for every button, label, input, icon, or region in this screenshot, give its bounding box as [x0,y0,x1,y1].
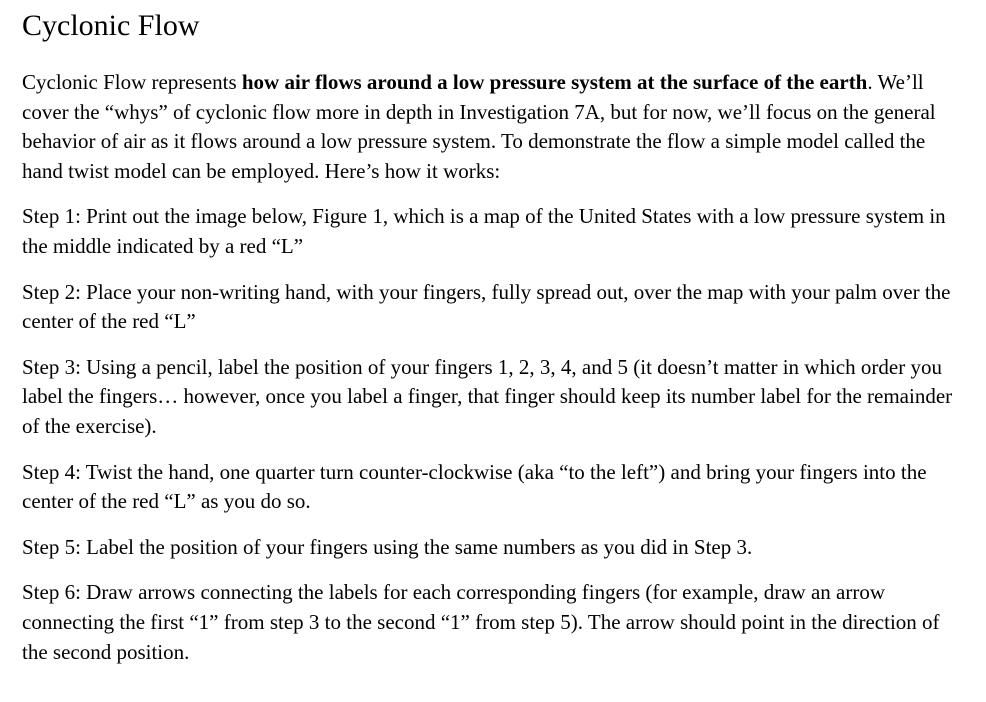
intro-paragraph [22,68,967,186]
step-2: Step 2: Place your non-writing hand, with your fingers, fully spread out, over the map with your palm over the center of the red “L” [22,279,951,334]
intro-text-before: Cyclonic Flow represents [22,70,242,94]
step-3: Step 3: Using a pencil, label the position of your fingers 1, 2, 3, 4, and 5 (it doesn’t matter in which order you label the fingers… however, once you label a finger, that finger should keep its number label for the remainder of the exercise). [22,354,953,438]
step-6: Step 6: Draw arrows connecting the labels for each corresponding fingers (for example, draw an arrow connecting the first “1” from step 3 to the second “1” from step 5). The arrow should point in the direction of the second position. [22,580,940,664]
section-title: Cyclonic Flow [22,9,200,42]
step-1: Step 1: Print out the image below, Figure 1, which is a map of the United States with a low pressure system in the middle indicated by a red “L” [22,204,946,258]
intro-text-after: . We’ll cover the “whys” of cyclonic flow more in depth in Investigation 7A, but for now, we’ll focus on the general behavior of air as it flows around a low pressure system. To demonstrate the flow a simple model called the hand twist model can be employed. Here’s how it works: [22,70,936,183]
step-5: Step 5: Label the position of your fingers using the same numbers as you did in Step 3. [22,534,753,559]
intro-bold-text: how air flows around a low pressure system at the surface of the earth [241,70,868,94]
document-page [22,0,967,667]
step-4: Step 4: Twist the hand, one quarter turn counter-clockwise (aka “to the left”) and bring your fingers into the center of the red “L” as you do so. [22,459,927,514]
